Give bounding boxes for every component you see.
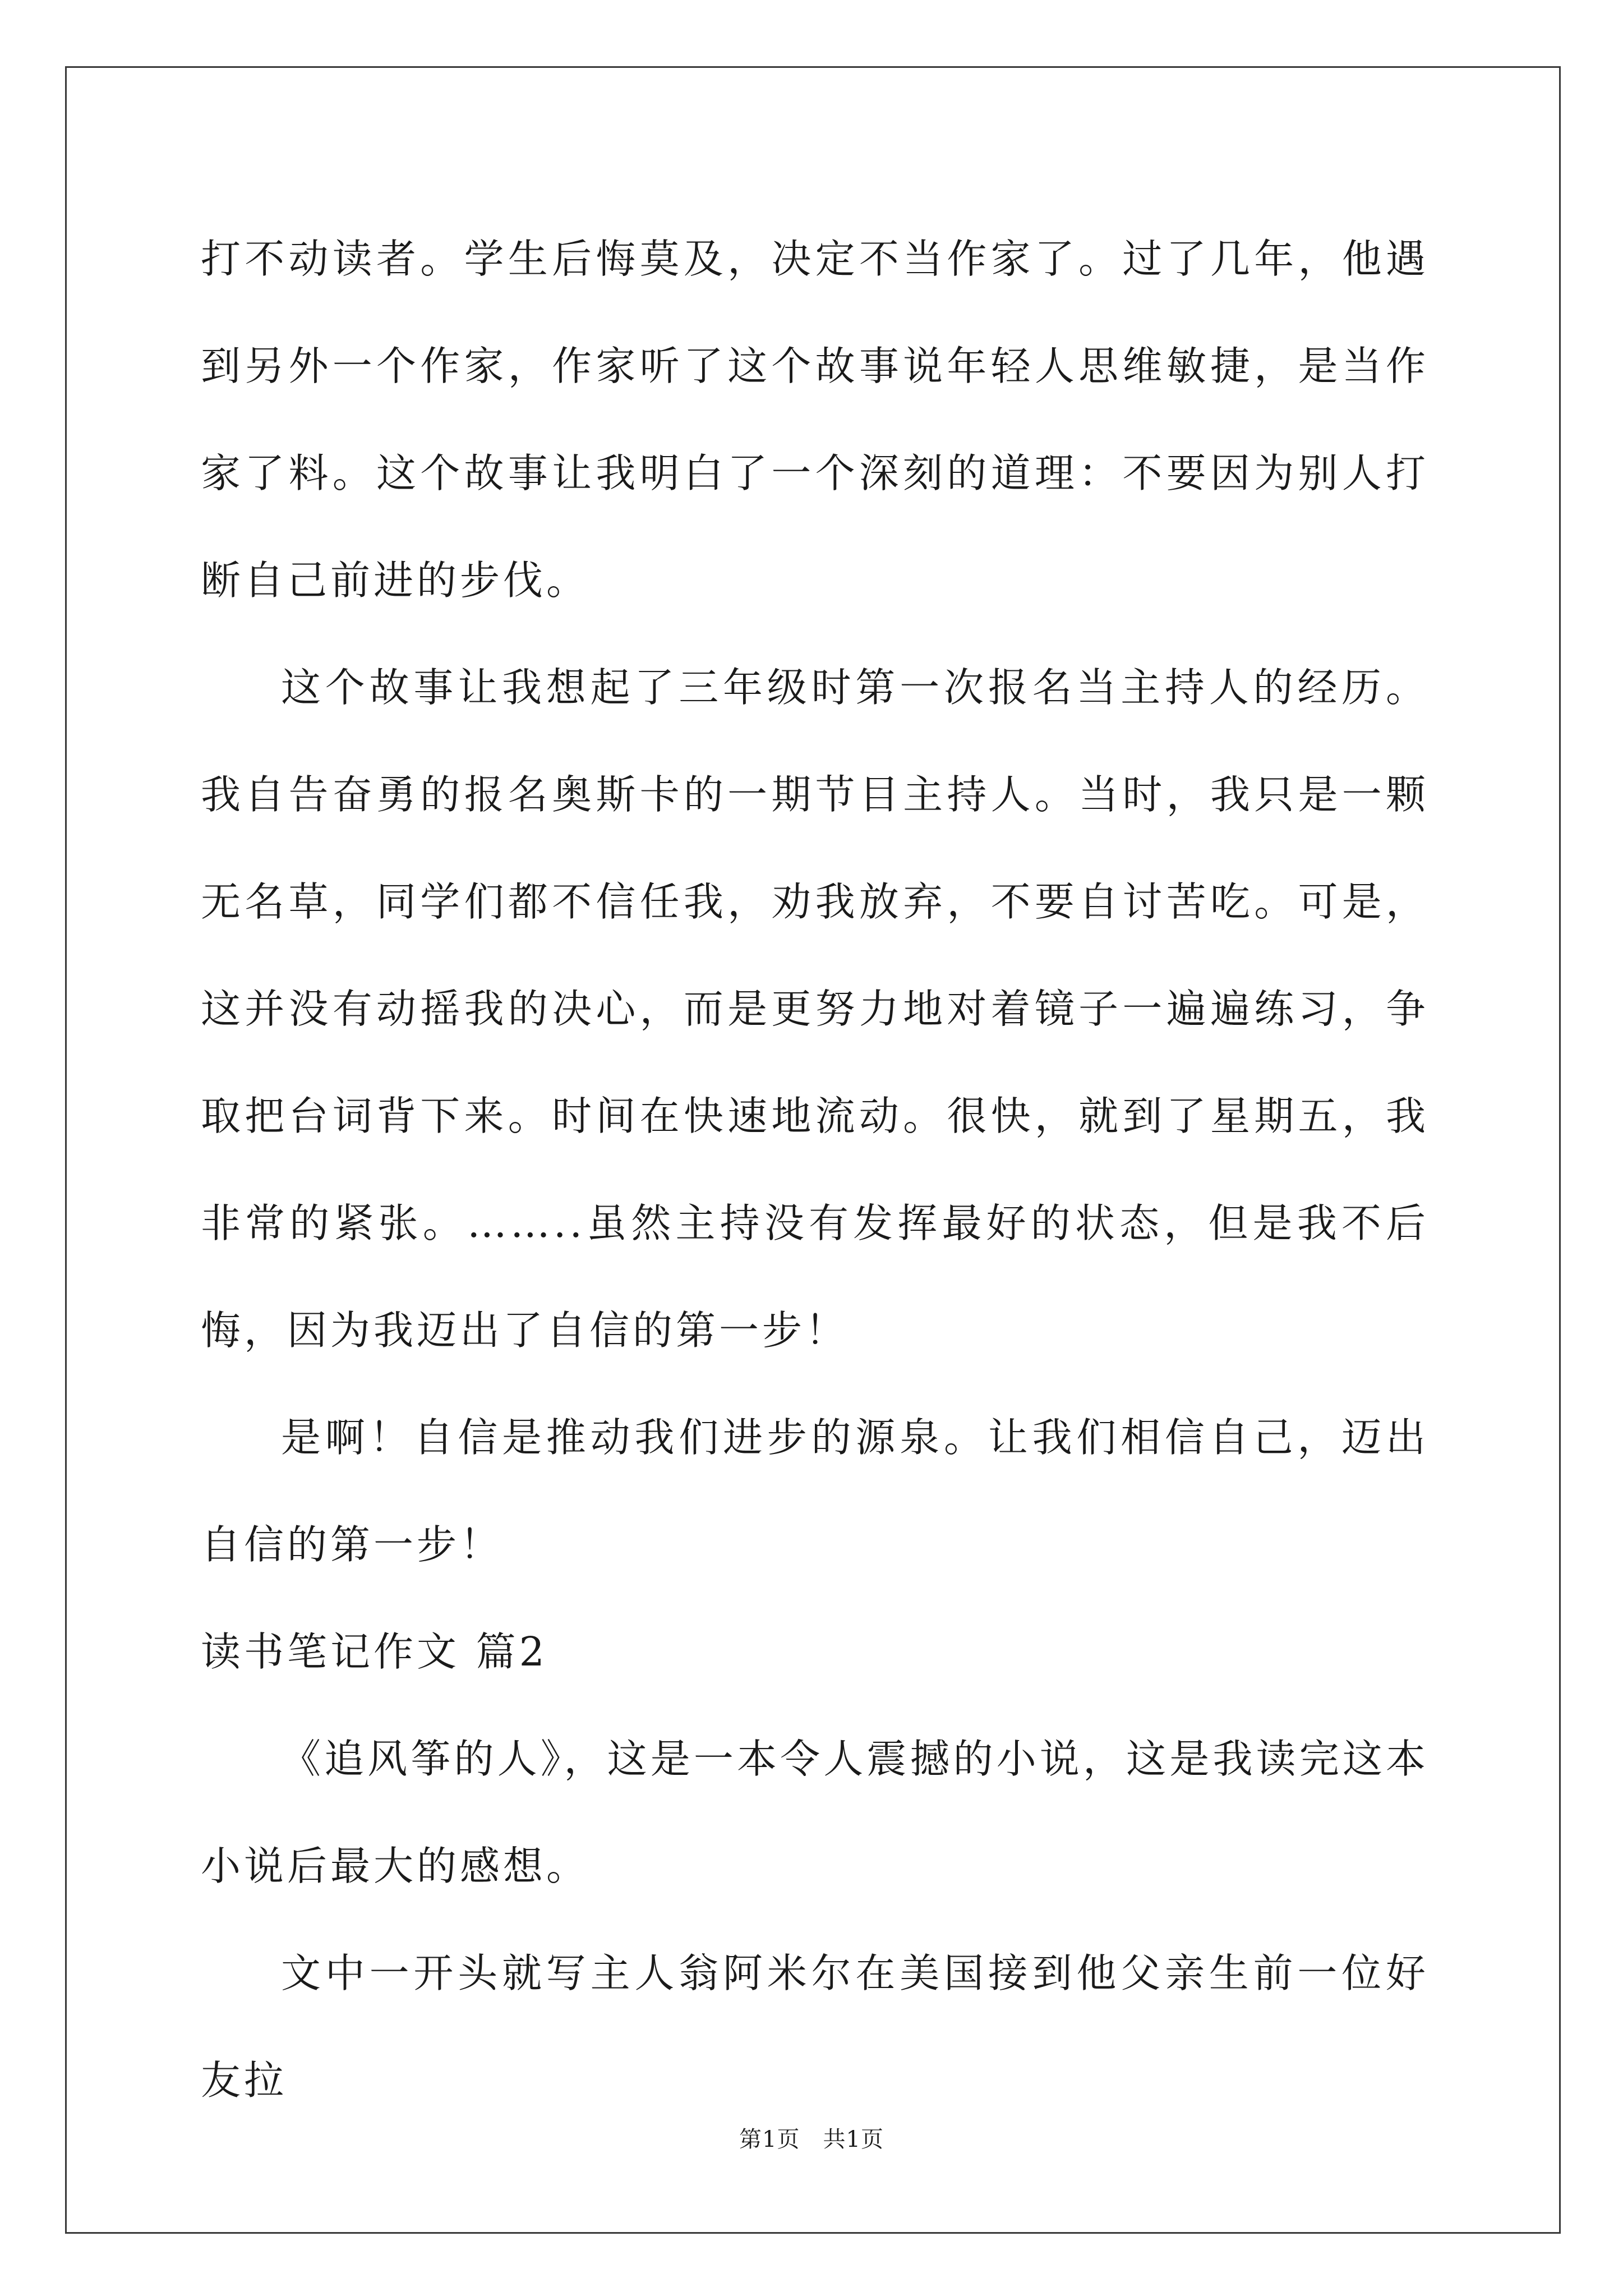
paragraph-4: 《追风筝的人》，这是一本令人震撼的小说，这是我读完这本小说后最大的感想。: [201, 1736, 1429, 1889]
paragraph-5: 文中一开头就写主人翁阿米尔在美国接到他父亲生前一位好友拉: [201, 1950, 1429, 2104]
page-footer: 第1页 共1页: [739, 2127, 884, 2152]
paragraph-2: 这个故事让我想起了三年级时第一次报名当主持人的经历。我自告奋勇的报名奥斯卡的一期节目主持人。当时，我只是一颗无名草，同学们都不信任我，劝我放弃，不要自讨苦吃。可是，这并没有动摇我的决心，而是更努力地对着镜子一遍遍练习，争取把台词背下来。时间在快速地流动。很快，就到了星期五，我非常的紧张。……..虽然主持没有发挥最好的状态，但是我不后悔，因为我迈出了自信的第一步！: [201, 664, 1429, 1354]
paragraph-1: 打不动读者。学生后悔莫及，决定不当作家了。过了几年，他遇到另外一个作家，作家听了这个故事说年轻人思维敏捷，是当作家了料。这个故事让我明白了一个深刻的道理：不要因为别人打断自己前进的步伐。: [201, 236, 1429, 604]
document-body: [201, 205, 1429, 2134]
paragraph-3: 是啊！自信是推动我们进步的源泉。让我们相信自己，迈出自信的第一步！: [201, 1414, 1429, 1568]
section-heading: 读书笔记作文 篇2: [201, 1628, 548, 1675]
